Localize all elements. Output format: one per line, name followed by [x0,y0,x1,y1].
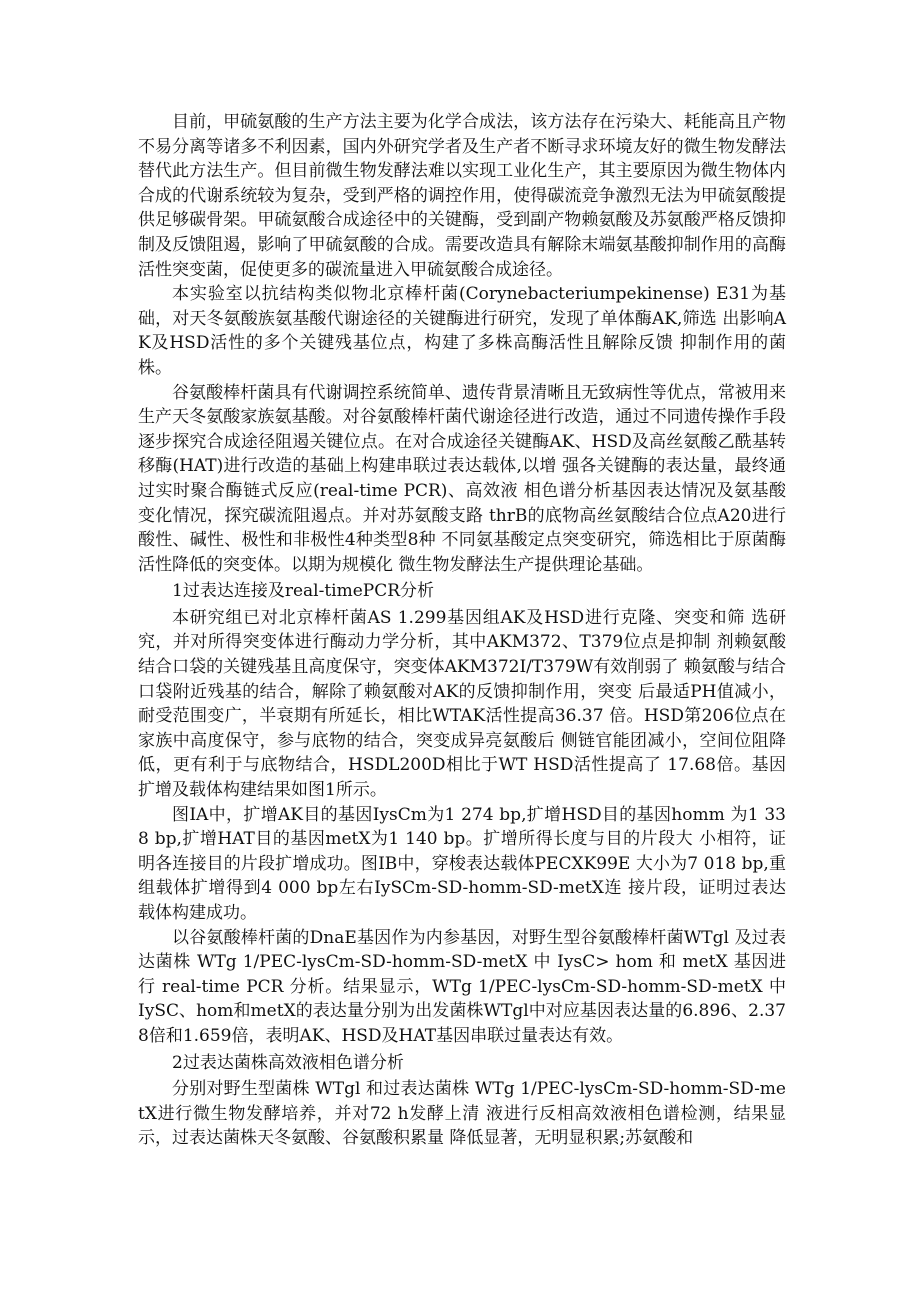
paragraph-realtime-pcr: 以谷氨酸棒杆菌的DnaE基因作为内参基因，对野生型谷氨酸棒杆菌WTgl 及过表达菌株 WTg 1/PEC-lysCm-SD-homm-SD-metX 中 IysC> hom 和 metX 基因进行 real-time PCR 分析。结果显示，WTg 1/PEC-lysCm-SD-homm-SD-metX 中 IySC、hom和metX的表达量分别为出发菌株WTgl中对应基因表达量的6.896、2.378倍和1.659倍，表明AK、HSD及HAT基因串联过量表达有效。 [138,927,786,1046]
section-heading-2: 2过表达菌株高效液相色谱分析 [172,1052,404,1073]
section-heading-1: 1过表达连接及real-timePCR分析 [172,581,435,602]
paragraph-lab-background: 本实验室以抗结构类似物北京棒杆菌(Corynebacteriumpekinense) E31为基 础，对天冬氨酸族氨基酸代谢途径的关键酶进行研究，发现了单体酶AK,筛选 出影响AK及HSD活性的多个关键残基位点，构建了多株高酶活性且解除反馈 抑制作用的菌株。 [138,284,786,378]
paragraph-figure1-results: 图IA中，扩增AK目的基因IysCm为1 274 bp,扩增HSD目的基因homm 为1 338 bp,扩增HAT目的基因metX为1 140 bp。扩增所得长度与目的片段大 小相符，证明各连接目的片段扩增成功。图IB中，穿梭表达载体PECXK99E 大小为7 018 bp,重组载体扩增得到4 000 bp左右IySCm-SD-homm-SD-metX连 接片段，证明过表达载体构建成功。 [138,804,786,923]
paragraph-glutamicum-strategy: 谷氨酸棒杆菌具有代谢调控系统简单、遗传背景清晰且无致病性等优点，常被用来生产天冬氨酸家族氨基酸。对谷氨酸棒杆菌代谢途径进行改造，通过不同遗传操作手段逐步探究合成途径阻遏关键位点。在对合成途径关键酶AK、HSD及高丝氨酸乙酰基转移酶(HAT)进行改造的基础上构建串联过表达载体,以增 强各关键酶的表达量，最终通过实时聚合酶链式反应(real-time PCR)、高效液 相色谱分析基因表达情况及氨基酸变化情况，探究碳流阻遏点。并对苏氨酸支路 thrB的底物高丝氨酸结合位点A20进行酸性、碱性、极性和非极性4种类型8种 不同氨基酸定点突变研究，筛选相比于原菌酶活性降低的突变体。以期为规模化 微生物发酵法生产提供理论基础。 [138,382,786,575]
paragraph-hplc-analysis: 分别对野生型菌株 WTgl 和过表达菌株 WTg 1/PEC-lysCm-SD-homm-SD-metX进行微生物发酵培养，并对72 h发酵上清 液进行反相高效液相色谱检测，结果显示，过表达菌株天冬氨酸、谷氨酸积累量 降低显著，无明显积累;苏氨酸和 [138,1079,786,1149]
paragraph-intro-methionine: 目前，甲硫氨酸的生产方法主要为化学合成法，该方法存在污染大、耗能高且产物不易分离等诸多不利因素，国内外研究学者及生产者不断寻求环境友好的微生物发酵法替代此方法生产。但目前微生物发酵法难以实现工业化生产，其主要原因为微生物体内合成的代谢系统较为复杂，受到严格的调控作用，使得碳流竞争激烈无法为甲硫氨酸提供足够碳骨架。甲硫氨酸合成途径中的关键酶，受到副产物赖氨酸及苏氨酸严格反馈抑制及反馈阻遏，影响了甲硫氨酸的合成。需要改造具有解除末端氨基酸抑制作用的高酶活性突变菌，促使更多的碳流量进入甲硫氨酸合成途径。 [138,112,786,280]
paragraph-mutant-analysis: 本研究组已对北京棒杆菌AS 1.299基因组AK及HSD进行克隆、突变和筛 选研究，并对所得突变体进行酶动力学分析，其中AKM372、T379位点是抑制 剂赖氨酸结合口袋的关键残基且高度保守，突变体AKM372I/T379W有效削弱了 赖氨酸与结合口袋附近残基的结合，解除了赖氨酸对AK的反馈抑制作用，突变 后最适PH值减小，耐受范围变广，半衰期有所延长，相比WTAK活性提高36.37 倍。HSD第206位点在家族中高度保守，参与底物的结合，突变成异亮氨酸后 侧链官能团减小，空间位阻降低，更有利于与底物结合，HSDL200D相比于WT HSD活性提高了 17.68倍。基因扩增及载体构建结果如图1所示。 [138,607,786,801]
document-body [138,110,786,1151]
